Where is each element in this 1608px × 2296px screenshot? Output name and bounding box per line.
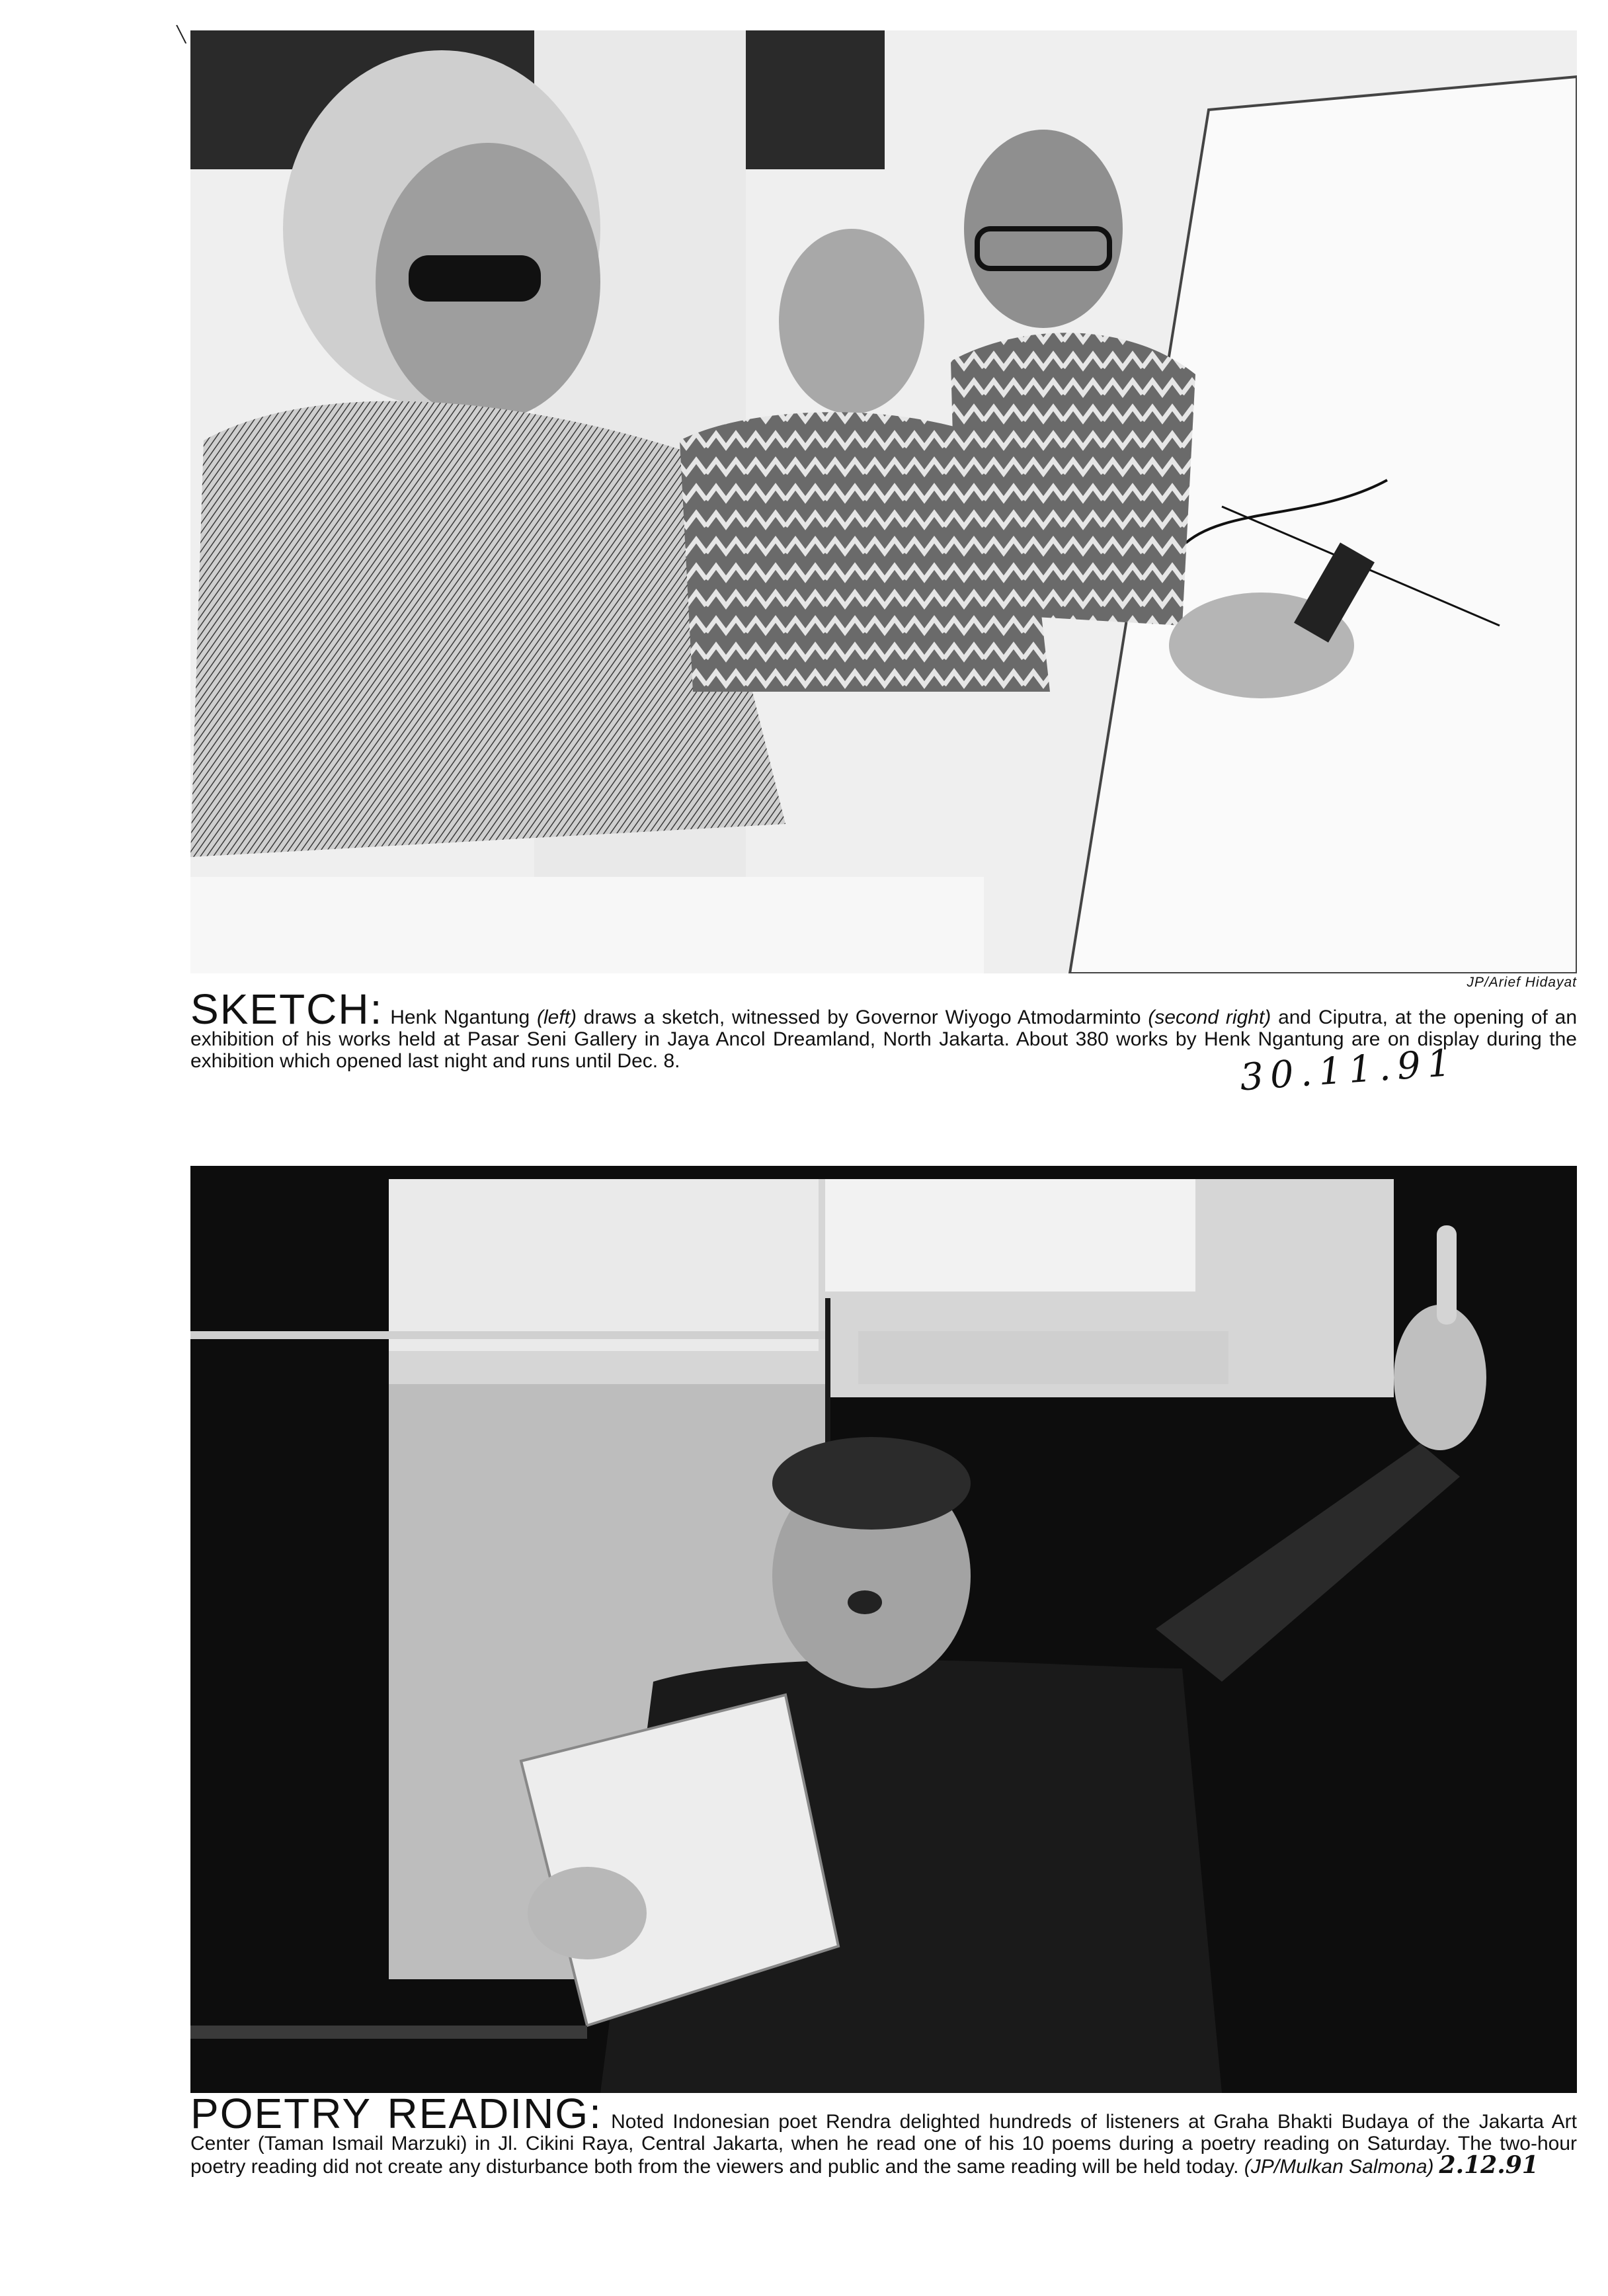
- sketch-photo-credit: JP/Arief Hidayat: [1467, 975, 1577, 990]
- sketch-caption-italic-2: (second right): [1148, 1006, 1271, 1028]
- poetry-caption-lead: POETRY READING:: [190, 2090, 602, 2137]
- sketch-caption-text-1: Henk Ngantung: [383, 1006, 537, 1028]
- sketch-photo: [190, 30, 1577, 973]
- sketch-photo-illustration: [190, 30, 1577, 973]
- sketch-caption-italic-1: (left): [536, 1006, 577, 1028]
- sketch-caption-text-3: and Ciputra, at the opening of an exhibition of his works held at Pasar Seni Gallery in Jaya Ancol Dreamland, North Jakarta. About 380 works by Henk Ngantung are on display during the exhibition which opened last night and runs until Dec. 8.: [190, 1006, 1577, 1072]
- poetry-caption: [190, 2090, 1577, 2179]
- poetry-photo: [190, 1166, 1577, 2093]
- poetry-handwritten-date: 2.12.91: [1439, 2151, 1539, 2179]
- sketch-caption-lead: SKETCH:: [190, 985, 383, 1033]
- poetry-caption-text-1: Noted Indonesian poet Rendra delighted hundreds of listeners at Graha Bhakti Budaya of the Jakarta Art Center (Taman Ismail Marzuki) in Jl. Cikini Raya, Central Jakarta, when he read one of his 10 poems during a poetry reading on Saturday. The two-hour poetry reading did not create any disturbance both from the viewers and public and the same reading will be held today.: [190, 2111, 1577, 2178]
- sketch-caption-text-2: draws a sketch, witnessed by Governor Wiyogo Atmodarminto: [576, 1006, 1148, 1028]
- sketch-handwritten-date: 30.11.91: [1238, 1041, 1459, 1100]
- poetry-photo-illustration: [190, 1166, 1577, 2093]
- poetry-caption-credit: (JP/Mulkan Salmona): [1244, 2156, 1434, 2178]
- corner-scan-mark: \: [175, 17, 188, 51]
